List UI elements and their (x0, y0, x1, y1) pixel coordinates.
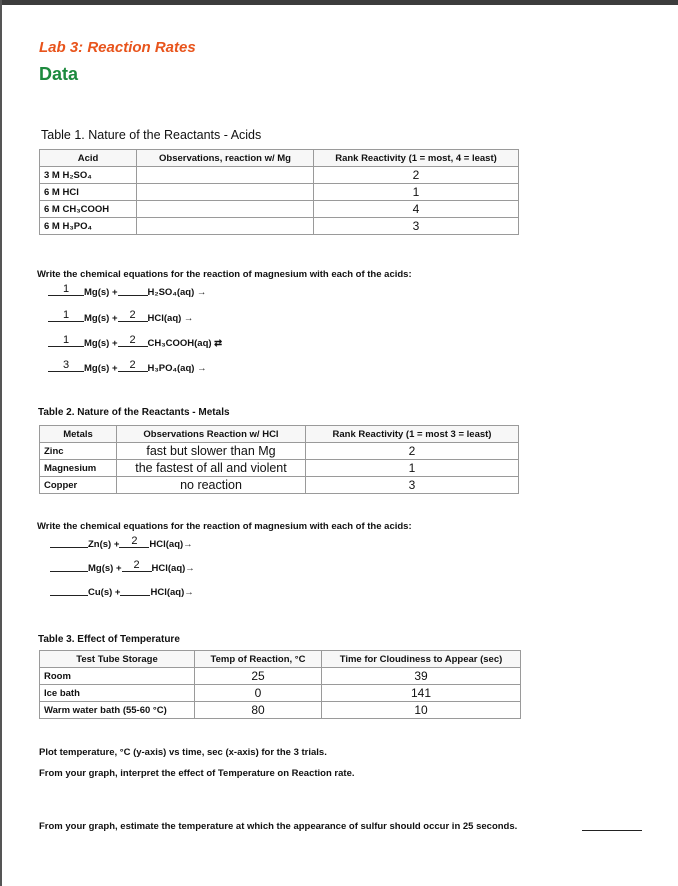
equation-line (48, 334, 223, 349)
time-cell[interactable]: 39 (322, 668, 521, 685)
answer-blank[interactable] (582, 830, 642, 831)
table2 (39, 425, 519, 494)
reactant-label: H₃PO₄(aq) → (147, 363, 207, 374)
metal-cell: Magnesium (40, 460, 117, 477)
observation-cell[interactable]: no reaction (117, 477, 306, 494)
metal-cell: Zinc (40, 443, 117, 460)
table-row (40, 685, 521, 702)
table1-header-rank: Rank Reactivity (1 = most, 4 = least) (314, 150, 519, 167)
temp-cell[interactable]: 80 (195, 702, 322, 719)
table3-caption: Table 3. Effect of Temperature (38, 634, 180, 645)
coefficient-blank[interactable] (50, 595, 88, 596)
storage-cell: Warm water bath (55-60 °C) (40, 702, 195, 719)
table-row (40, 443, 519, 460)
temp-cell[interactable]: 25 (195, 668, 322, 685)
rank-cell[interactable]: 1 (306, 460, 519, 477)
observation-cell[interactable] (137, 201, 314, 218)
table3 (39, 650, 521, 719)
acid-cell: 3 M H₂SO₄ (40, 167, 137, 184)
equations1-instruction: Write the chemical equations for the reaction of magnesium with each of the acids: (37, 269, 412, 280)
section-heading: Data (39, 64, 79, 84)
table1 (39, 149, 519, 235)
storage-cell: Ice bath (40, 685, 195, 702)
temp-cell[interactable]: 0 (195, 685, 322, 702)
rank-cell[interactable]: 4 (314, 201, 519, 218)
lab-title: Lab 3: Reaction Rates (39, 39, 196, 56)
equation-line (50, 559, 195, 574)
reactant-label: HCl(aq)→ (150, 587, 194, 598)
table-row (40, 201, 519, 218)
coefficient-blank[interactable]: 2 (122, 560, 152, 572)
table-row (40, 668, 521, 685)
coefficient-blank[interactable]: 2 (118, 335, 148, 347)
rank-cell[interactable]: 3 (314, 218, 519, 235)
equation-line (50, 587, 194, 598)
acid-cell: 6 M H₃PO₄ (40, 218, 137, 235)
reactant-label: CH₃COOH(aq) ⇄ (147, 338, 223, 349)
reactant-label: Mg(s) + (84, 363, 118, 374)
question-plot: Plot temperature, °C (y-axis) vs time, sec (x-axis) for the 3 trials. (39, 747, 327, 758)
observation-cell[interactable]: fast but slower than Mg (117, 443, 306, 460)
coefficient-blank[interactable]: 3 (48, 360, 84, 372)
coefficient-blank[interactable] (120, 595, 150, 596)
reactant-label: HCl(aq)→ (149, 539, 193, 550)
time-cell[interactable]: 10 (322, 702, 521, 719)
coefficient-blank[interactable] (50, 547, 88, 548)
table-row (40, 167, 519, 184)
coefficient-blank[interactable]: 2 (118, 360, 148, 372)
table2-header-rank: Rank Reactivity (1 = most 3 = least) (306, 426, 519, 443)
acid-cell: 6 M CH₃COOH (40, 201, 137, 218)
equations2-instruction: Write the chemical equations for the reaction of magnesium with each of the acids: (37, 521, 412, 532)
reactant-label: Mg(s) + (84, 287, 118, 298)
reactant-label: Cu(s) + (88, 587, 121, 598)
storage-cell: Room (40, 668, 195, 685)
observation-cell[interactable] (137, 167, 314, 184)
table-row (40, 184, 519, 201)
table2-header-observations: Observations Reaction w/ HCl (117, 426, 306, 443)
observation-cell[interactable] (137, 218, 314, 235)
coefficient-blank[interactable] (118, 295, 148, 296)
reactant-label: Mg(s) + (84, 313, 118, 324)
table3-header-row (40, 651, 521, 668)
reactant-label: HCl(aq)→ (151, 563, 195, 574)
equation-line (48, 359, 207, 374)
observation-cell[interactable]: the fastest of all and violent (117, 460, 306, 477)
rank-cell[interactable]: 1 (314, 184, 519, 201)
reactant-label: H₂SO₄(aq) → (147, 287, 207, 298)
top-bar (0, 0, 678, 5)
table1-header-observations: Observations, reaction w/ Mg (137, 150, 314, 167)
reactant-label: Mg(s) + (88, 563, 122, 574)
time-cell[interactable]: 141 (322, 685, 521, 702)
rank-cell[interactable]: 2 (306, 443, 519, 460)
table2-header-metals: Metals (40, 426, 117, 443)
rank-cell[interactable]: 3 (306, 477, 519, 494)
question-interpret: From your graph, interpret the effect of Temperature on Reaction rate. (39, 768, 355, 779)
coefficient-blank[interactable]: 2 (118, 310, 148, 322)
acid-cell: 6 M HCl (40, 184, 137, 201)
observation-cell[interactable] (137, 184, 314, 201)
coefficient-blank[interactable]: 1 (48, 310, 84, 322)
table1-header-row (40, 150, 519, 167)
reactant-label: HCl(aq) → (147, 313, 194, 324)
table-row (40, 460, 519, 477)
question-estimate: From your graph, estimate the temperature at which the appearance of sulfur should occur in 25 seconds. (39, 821, 518, 832)
rank-cell[interactable]: 2 (314, 167, 519, 184)
table3-header-storage: Test Tube Storage (40, 651, 195, 668)
reactant-label: Zn(s) + (88, 539, 120, 550)
table3-header-temp: Temp of Reaction, °C (195, 651, 322, 668)
table1-header-acid: Acid (40, 150, 137, 167)
equation-line (50, 535, 193, 550)
coefficient-blank[interactable]: 1 (48, 335, 84, 347)
reactant-label: Mg(s) + (84, 338, 118, 349)
table-row (40, 477, 519, 494)
table-row (40, 702, 521, 719)
equation-line (48, 283, 207, 298)
table-row (40, 218, 519, 235)
page-left-edge (0, 0, 2, 886)
metal-cell: Copper (40, 477, 117, 494)
table2-caption: Table 2. Nature of the Reactants - Metals (38, 407, 230, 418)
table3-header-time: Time for Cloudiness to Appear (sec) (322, 651, 521, 668)
coefficient-blank[interactable]: 1 (48, 284, 84, 296)
coefficient-blank[interactable]: 2 (119, 536, 149, 548)
table1-caption: Table 1. Nature of the Reactants - Acids (41, 128, 262, 142)
equation-line (48, 309, 194, 324)
coefficient-blank[interactable] (50, 571, 88, 572)
table2-header-row (40, 426, 519, 443)
